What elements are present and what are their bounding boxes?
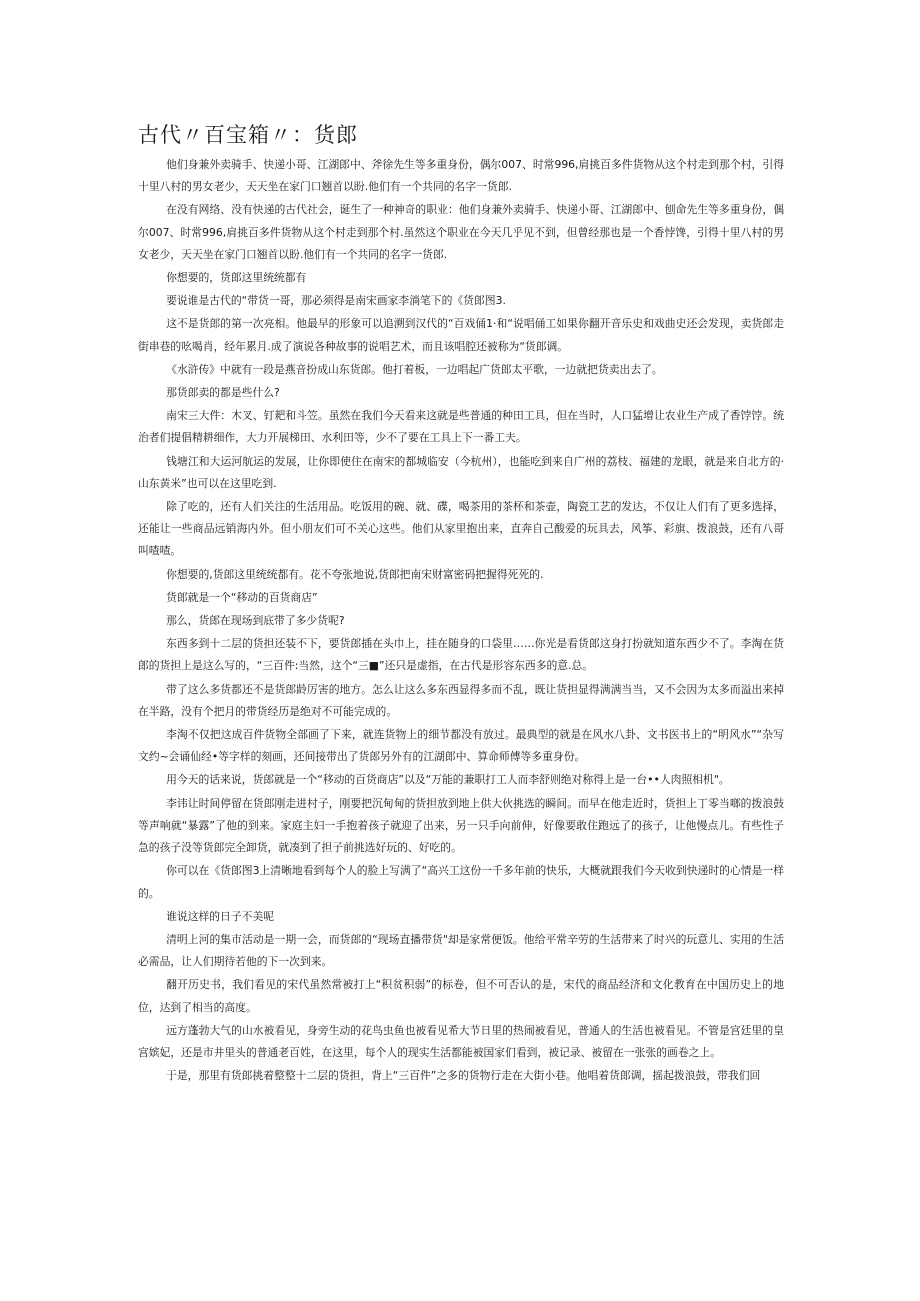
paragraph: 东西多到十二层的货担还装不下，要货郎插在头巾上，挂在随身的口袋里……你光是看货郎这身打扮就知道东西少不了。李淘在货郎的货担上是这么写的，“三百件:当然，这个“三■”还只是虚指，在古代是形容东西多的意.总。 [138, 637, 784, 673]
document-title: 古代〃百宝箱〃：货郎 [138, 123, 358, 147]
paragraph: 钱塘江和大运河航运的发展，让你即使住在南宋的都城临安（今杭州），也能吃到来自广州的荔枝、福建的龙眼，就是来自北方的·山东黄米”也可以在这里吃到. [138, 454, 784, 490]
paragraph: 你可以在《货郎图3上清晰地看到每个人的脸上写满了“高兴工这份一千多年前的快乐，大概就跟我们今天收到快递时的心情是一样的。 [138, 864, 784, 900]
paragraph: 于是，那里有货郎挑着整整十二层的货担，背上“三百件”之多的货物行走在大街小巷。他唱着货郎调，摇起拨浪鼓，带我们回 [166, 1069, 761, 1083]
paragraph: 翻开历史书，我们看见的宋代虽然常被打上“积贫积弱”的标卷，但不可否认的是，宋代的商品经济和文化教育在中国历史上的地位，达到了相当的高度。 [138, 978, 784, 1014]
paragraph: 在没有网络、没有快递的古代社会，诞生了一种神奇的职业：他们身兼外卖骑手、快递小哥、江湖郎中、刨命先生等多重身份，偶尔007、时常996,肩挑百多件货物从这个村走到那个村.虽然这个职业在今天几乎见不到，但曾经那也是一个香悖馋，引得十里八村的男女老少，天天坐在家门口翘首以盼.他们有一个共同的名字一货郎. [138, 203, 784, 261]
paragraph: 货郎就是一个“移动的百货商店” [166, 590, 318, 604]
paragraph: 要说谁是古代的“带货一哥，那必须得是南宋画家李淌笔下的《货郎图3. [166, 294, 506, 308]
paragraph: 远方蓬勃大气的山水被看见，身旁生动的花鸟虫鱼也被看见希大节日里的热闹被看见，普通人的生活也被看见。不管是宫廷里的皇宫嫔妃，还是市井里头的普通老百姓，在这里，每个人的现实生活都能被国家们看到，被记录、被留在一张张的画卷之上。 [138, 1023, 784, 1059]
paragraph: 那么，货郎在现场到底带了多少货呢? [166, 614, 345, 628]
paragraph: 用今天的话来说，货郎就是一个“移动的百货商店”以及“万能的兼职打工人而李舒则绝对称得上是一台••人肉照相机"。 [166, 773, 730, 787]
paragraph: 那货郎卖的都是些什么? [166, 386, 280, 400]
paragraph: 你想要的，货郎这里统统都有 [166, 271, 307, 285]
paragraph: 带了这么多货都还不是货郎龄厉害的地方。怎么让这么多东西显得多而不乱，既让货担显得满满当当，又不会因为太多而溢出来掉在半路，没有个把月的带货经历是绝对不可能完成的。 [138, 682, 784, 718]
paragraph: 他们身兼外卖骑手、快递小哥、江湖郎中、斧徐先生等多重身份，偶尔007、时常996,肩挑百多件货物从这个村走到那个村，引得十里八村的男女老少，天天坐在家门口翘首以盼.他们有一个共同的名字一货郎. [138, 158, 784, 194]
paragraph: 谁说这样的日子不美呢 [166, 909, 275, 923]
paragraph: 这不是货郎的第一次亮相。他最早的形象可以追溯到汉代的“百戏俑1·和“说唱俑工如果你翻开音乐史和戏曲史还会发现，卖货郎走街串巷的吆喝肖，经年累月.成了演说各种故事的说唱艺术，而且该唱腔还被称为“货郎调。 [138, 317, 784, 353]
paragraph: 李淘不仅把这成百件货物全部画了下来，就连货物上的细节都没有放过。最典型的就是在风水八卦、文书医书上的“明风水”“杂写文约~会诵仙经•等字样的刻画，还间接带出了货郎另外有的江湖郎中、算命师傅等多重身份。 [138, 728, 784, 764]
paragraph: 除了吃的，还有人们关注的生活用品。吃饭用的碗、就、碟，喝茶用的茶杯和茶壶，陶瓷工艺的发达，不仅让人们有了更多选择，还能让一些商品远销海内外。但小朋友们可不关心这些。他们从家里抱出来，直奔自己酸爱的玩具去，风筝、彩旗、拨浪鼓，还有八哥叫喳喳。 [138, 500, 784, 558]
paragraph: 你想要的,货郎这里统统都有。花不夸张地说,货郎把南宋财富密码把握得死死的. [166, 567, 544, 581]
paragraph: 《水浒传》中就有一段是燕音扮成山东货郎。他打着板，一边唱起广货郎太平歌，一边就把货卖出去了。 [166, 362, 663, 376]
paragraph: 清明上河的集市活动是一期一会，而货郎的“现场直播带货"却是家常便饭。他给平常辛劳的生活带来了时兴的玩意儿、实用的生活必需品，让人们期待若他的下一次到来。 [138, 932, 784, 969]
paragraph: 南宋三大件：木叉、钉耙和斗笠。虽然在我们今天看来这就是些普通的种田工具，但在当时，人口猛增让农业生产成了香饽饽。统治者们提倡精耕细作，大力开展梯田、水利田等，少不了要在工具上下一番工夫。 [138, 409, 784, 445]
paragraph: 李讳让时间停留在货郎刚走进村子，刚要把沉甸甸的货担放到地上供大伙挑选的瞬间。而早在他走近时，货担上丁零当啷的拨浪鼓等声响就“暴露”了他的到来。家庭主妇一手抱着孩子就迎了出来，另一只手向前伸，好像要敢住跑远了的孩子，让他慢点儿。有些性子急的孩子没等货郎完全卸货，就凑到了担子前挑选好玩的、好吃的。 [138, 796, 784, 855]
article-body [138, 154, 784, 1088]
